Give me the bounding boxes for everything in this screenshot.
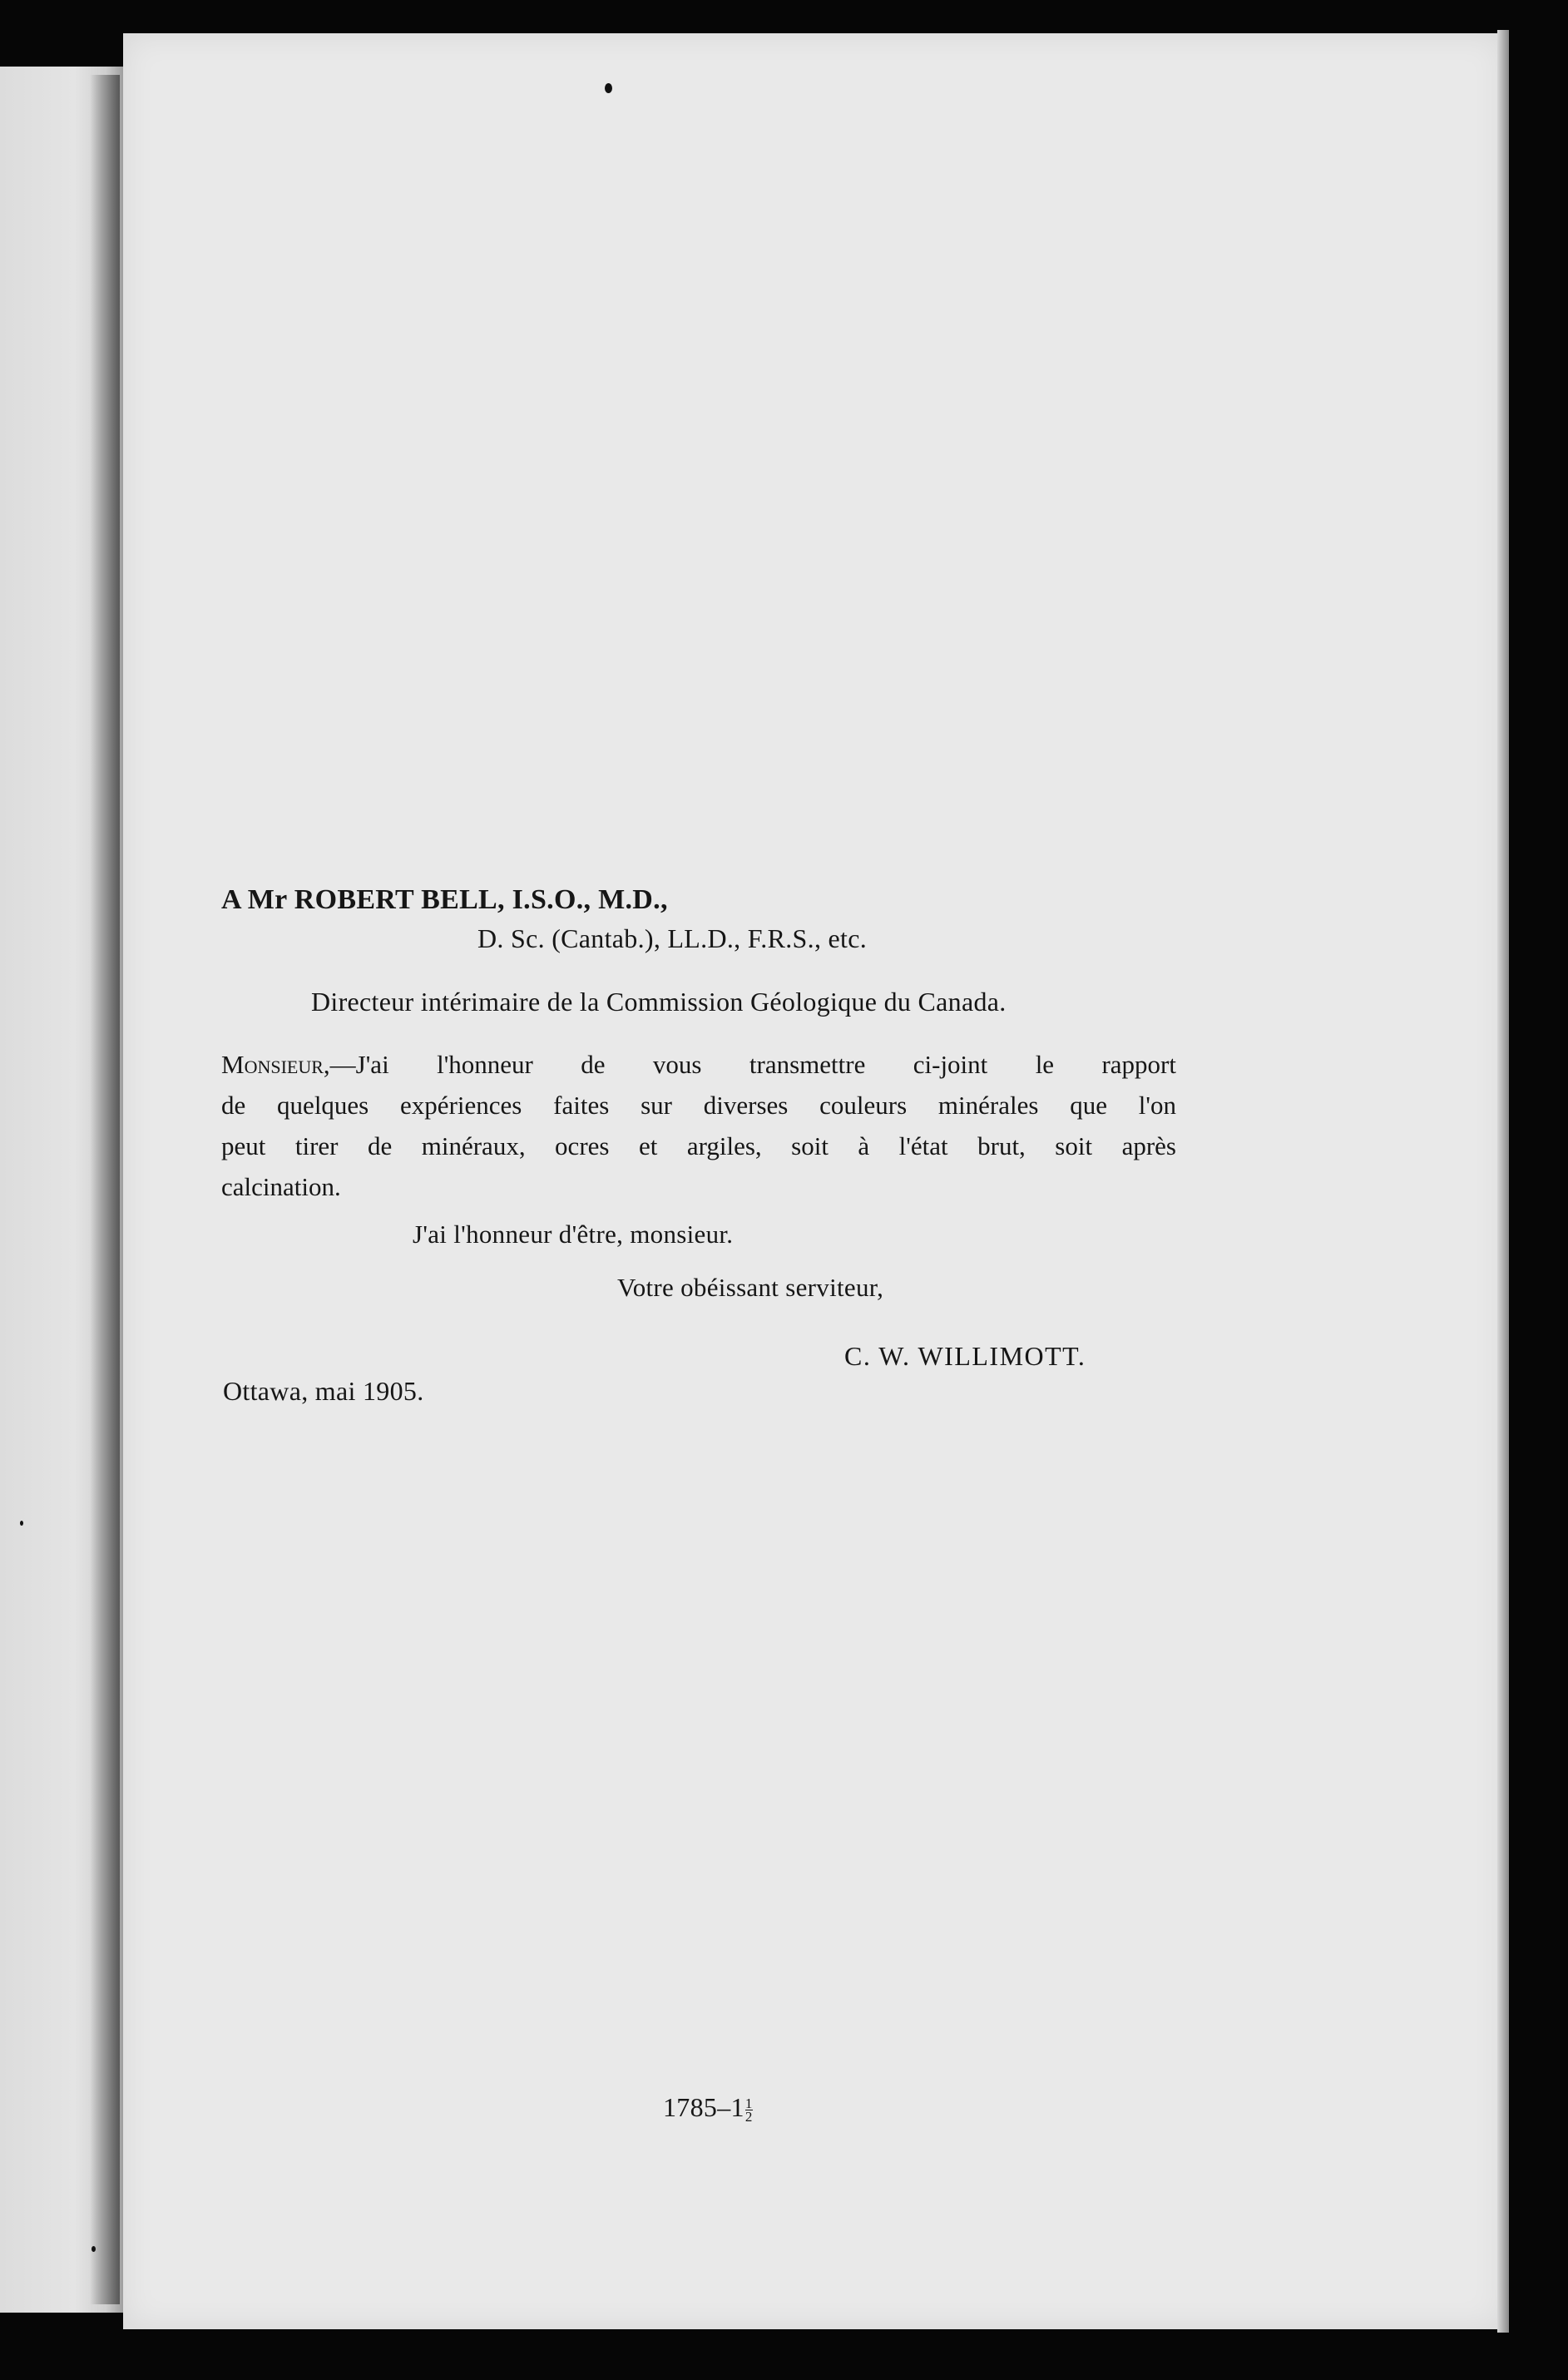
letter-body-line-1 bbox=[221, 1044, 1176, 1085]
addressee-line-2: D. Sc. (Cantab.), LL.D., F.R.S., etc. bbox=[477, 923, 868, 953]
signature: C. W. WILLIMOTT. bbox=[844, 1341, 1086, 1371]
closing-line-1: J'ai l'honneur d'être, monsieur. bbox=[413, 1220, 734, 1249]
fraction-numerator: 1 bbox=[744, 2095, 753, 2112]
letter-body-line-4: calcination. bbox=[221, 1172, 341, 1201]
letter-body-line-2: de quelques expériences faites sur diverses couleurs minérales que l'on bbox=[221, 1091, 1176, 1120]
place-and-date: Ottawa, mai 1905. bbox=[223, 1376, 424, 1406]
signature-mark-fraction bbox=[745, 2097, 753, 2123]
fraction-denominator: 2 bbox=[744, 2109, 753, 2125]
signature-mark-base: 1785–1 bbox=[663, 2092, 744, 2122]
printer-signature-mark bbox=[663, 2092, 753, 2123]
salutation: Monsieur, bbox=[221, 1050, 330, 1079]
closing-line-2: Votre obéissant serviteur, bbox=[617, 1273, 884, 1302]
letter-body-line-3: peut tirer de minéraux, ocres et argiles, soit à l'état brut, soit après bbox=[221, 1131, 1176, 1160]
addressee-line-1: A Mr ROBERT BELL, I.S.O., M.D., bbox=[221, 884, 668, 915]
addressee-title: Directeur intérimaire de la Commission Géologique du Canada. bbox=[311, 987, 1007, 1017]
body-line-1-text: —J'ai l'honneur de vous transmettre ci-joint le rapport bbox=[329, 1050, 1176, 1079]
